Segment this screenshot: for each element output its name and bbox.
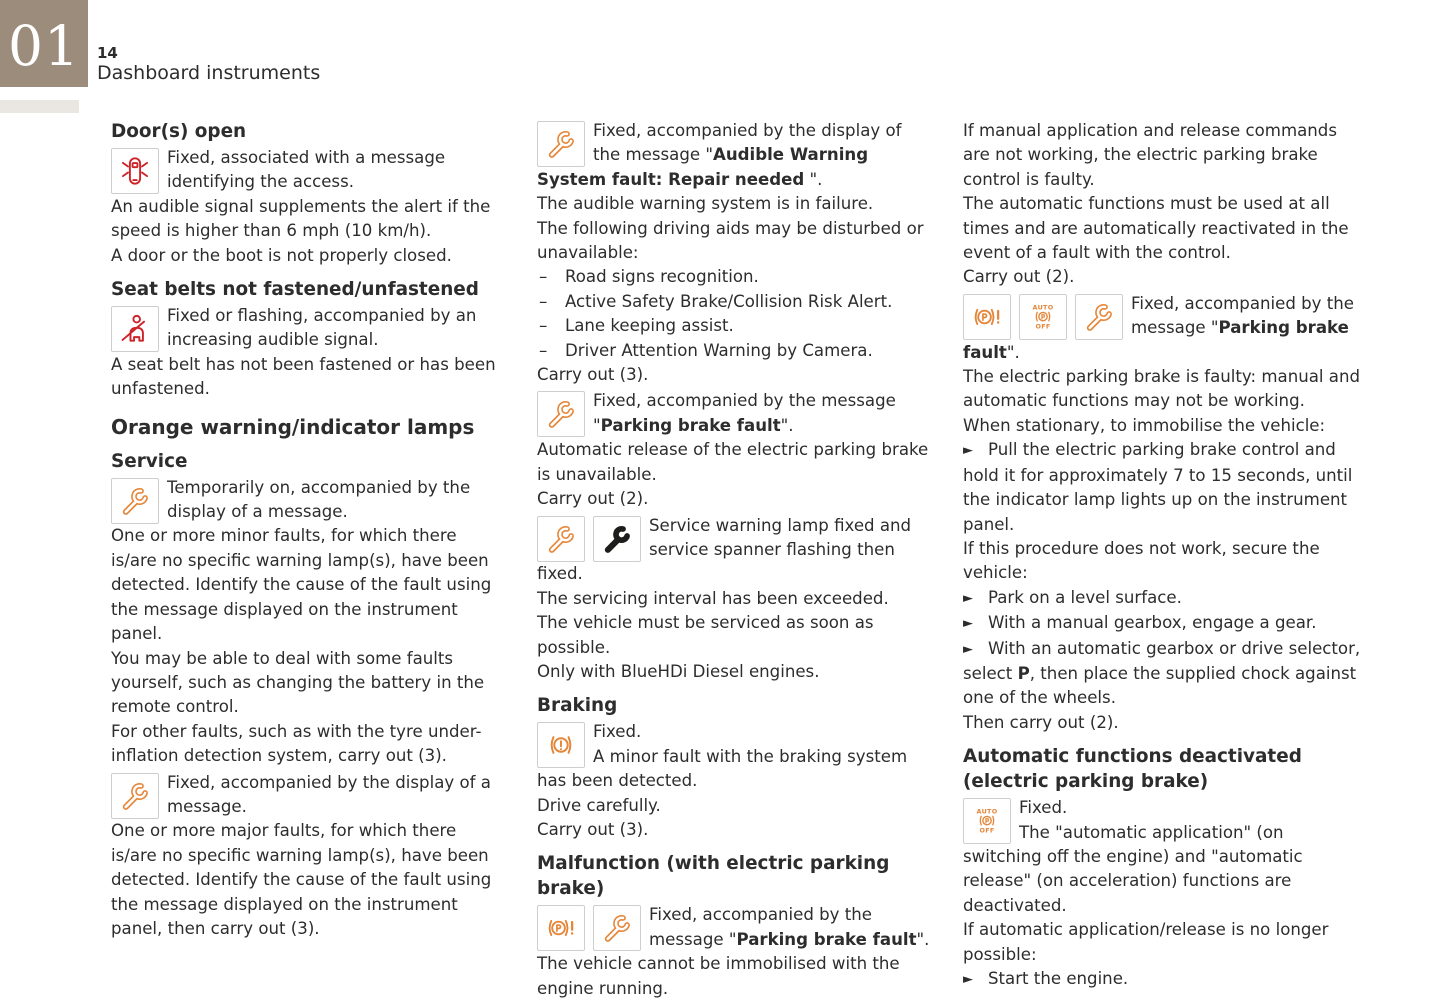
arrow-bullet-icon: ►: [963, 590, 973, 606]
paragraph: If manual application and release commands are not working, the electric parking brake control is faulty.: [963, 121, 1337, 189]
paragraph: The electric parking brake is faulty: manual and automatic functions may not be working.: [963, 367, 1361, 411]
warning-lamp-entry: [537, 119, 933, 192]
paragraph: Carry out (3).: [537, 365, 649, 385]
paragraph: The vehicle cannot be immobilised with the engine running.: [537, 954, 900, 998]
sub-heading: Malfunction (with electric parking brake): [537, 853, 890, 900]
lamp-description: Fixed, associated with a message identifying the access.: [167, 148, 446, 192]
service-wrench-icon: [537, 391, 585, 437]
warning-lamp-entry: [111, 476, 507, 525]
arrow-bullet-icon: ►: [963, 641, 973, 657]
parking-brake-fault-icon: [963, 294, 1011, 340]
paragraph: Only with BlueHDi Diesel engines.: [537, 661, 820, 681]
svg-text:OFF: OFF: [1035, 322, 1051, 331]
warning-lamp-entry: [111, 771, 507, 820]
lamp-description: Service warning lamp fixed and service spanner flashing then fixed.: [537, 515, 912, 584]
warning-lamp-entry: [963, 796, 1361, 918]
paragraph: An audible signal supplements the alert if the speed is higher than 6 mph (10 km/h).: [111, 196, 491, 241]
section-title: Dashboard instruments: [97, 62, 321, 84]
lamp-description: Fixed. A minor fault with the braking system has been detected.: [537, 722, 908, 791]
instruction-item: ► With an automatic gearbox or drive selector, select P, then place the supplied chock against one of the wheels.: [963, 638, 1361, 708]
paragraph: The vehicle must be serviced as soon as possible.: [537, 613, 874, 657]
lamp-description: Fixed or flashing, accompanied by an increasing audible signal.: [167, 306, 477, 350]
instruction-item: ► Start the engine.: [963, 969, 1129, 988]
paragraph: Automatic release of the electric parking brake is unavailable.: [537, 440, 929, 484]
svg-text:AUTO: AUTO: [976, 807, 998, 816]
paragraph: One or more minor faults, for which there is/are no specific warning lamp(s), have been detected. Identify the cause of the fault using the message displayed on the instrument panel.: [111, 526, 492, 644]
page-number: 14: [97, 44, 118, 62]
service-wrench-icon: [111, 773, 159, 819]
paragraph: If this procedure does not work, secure the vehicle:: [963, 538, 1320, 583]
list-item: – Road signs recognition.: [537, 265, 933, 289]
warning-lamp-entry: [111, 146, 507, 195]
paragraph: Carry out (3).: [537, 819, 649, 839]
sub-heading: Automatic functions deactivated (electric parking brake): [963, 746, 1302, 793]
warning-lamp-entry: [537, 903, 933, 952]
service-wrench-icon: [593, 905, 641, 951]
paragraph: The audible warning system is in failure.: [537, 194, 874, 214]
chapter-number: 01: [8, 13, 80, 78]
section-heading: Orange warning/indicator lamps: [111, 414, 475, 439]
paragraph: If automatic application/release is no longer possible:: [963, 920, 1329, 964]
svg-text:OFF: OFF: [979, 826, 995, 835]
warning-lamp-entry: [537, 720, 933, 793]
paragraph: A door or the boot is not properly closed.: [111, 245, 452, 265]
warning-lamp-entry: [537, 389, 933, 438]
door-open-icon: [111, 148, 159, 194]
warning-lamp-entry: [963, 292, 1361, 365]
svg-text:AUTO: AUTO: [1032, 303, 1054, 312]
brake-warning-icon: [537, 722, 585, 768]
paragraph: Then carry out (2).: [963, 712, 1119, 732]
paragraph: The automatic functions must be used at all times and are automatically reactivated in the event of a fault with the control.: [963, 194, 1349, 263]
instruction-item: ► With a manual gearbox, engage a gear.: [963, 613, 1317, 633]
service-wrench-icon: [537, 121, 585, 167]
seat-belt-icon: [111, 306, 159, 352]
paragraph: The servicing interval has been exceeded.: [537, 588, 889, 608]
paragraph: Drive carefully.: [537, 795, 661, 815]
lamp-description: Fixed, accompanied by the display of a message.: [167, 772, 491, 816]
warning-lamp-entry: [111, 304, 507, 353]
sub-heading: Seat belts not fastened/unfastened: [111, 279, 479, 301]
paragraph: When stationary, to immobilise the vehicle:: [963, 415, 1326, 435]
sub-heading: Door(s) open: [111, 121, 247, 142]
page-content: [111, 119, 1361, 1001]
column-2: [537, 119, 933, 1001]
lamp-description: Temporarily on, accompanied by the display of a message.: [167, 477, 471, 522]
lamp-description: Fixed, accompanied by the display of the message "Audible Warning System fault: Repair needed ".: [537, 121, 902, 189]
list-item: – Driver Attention Warning by Camera.: [537, 339, 933, 363]
auto-parking-off-icon: [1019, 294, 1067, 340]
paragraph: You may be able to deal with some faults yourself, such as changing the battery in the remote control.: [111, 648, 485, 717]
lamp-description: Fixed, accompanied by the message "Parking brake fault".: [593, 391, 896, 435]
list-item: – Active Safety Brake/Collision Risk Alert.: [537, 290, 933, 314]
arrow-bullet-icon: ►: [963, 972, 973, 987]
lamp-description: Fixed, accompanied by the message "Parking brake fault".: [963, 293, 1354, 362]
service-wrench-icon: [111, 478, 159, 524]
paragraph: Carry out (2).: [963, 267, 1075, 287]
chapter-number-box: [0, 0, 88, 87]
sub-heading: Service: [111, 450, 188, 472]
auto-parking-off-icon: [963, 798, 1011, 844]
lamp-description: Fixed. The "automatic application" (on switching off the engine) and "automatic release" (on acceleration) functions are deactivated.: [963, 798, 1303, 915]
paragraph: Carry out (2).: [537, 489, 649, 509]
sub-heading: Braking: [537, 695, 618, 717]
lamp-description: Fixed, accompanied by the message "Parking brake fault".: [649, 905, 930, 949]
paragraph: One or more major faults, for which there is/are no specific warning lamp(s), have been detected. Identify the cause of the fault using the message displayed on the instrument panel, then carry out (3).: [111, 821, 492, 938]
service-wrench-filled-icon: [593, 516, 641, 562]
paragraph: The following driving aids may be disturbed or unavailable:: [537, 218, 924, 263]
instruction-item: ► Park on a level surface.: [963, 587, 1182, 607]
list-item: – Lane keeping assist.: [537, 314, 933, 338]
instruction-item: ► Pull the electric parking brake control and hold it for approximately 7 to 15 seconds, until the indicator lamp lights up on the instrument panel.: [963, 440, 1353, 534]
arrow-bullet-icon: ►: [963, 616, 973, 632]
service-wrench-icon: [537, 516, 585, 562]
warning-lamp-entry: [537, 514, 933, 587]
parking-brake-fault-icon: [537, 905, 585, 951]
paragraph: A seat belt has not been fastened or has been unfastened.: [111, 354, 496, 399]
column-3: [963, 119, 1361, 1001]
service-wrench-icon: [1075, 294, 1123, 340]
column-1: [111, 119, 507, 1001]
paragraph: For other faults, such as with the tyre under-inflation detection system, carry out (3).: [111, 721, 482, 766]
arrow-bullet-icon: ►: [963, 443, 973, 459]
page-header: [97, 45, 320, 85]
chapter-box-shadow: [0, 100, 79, 113]
